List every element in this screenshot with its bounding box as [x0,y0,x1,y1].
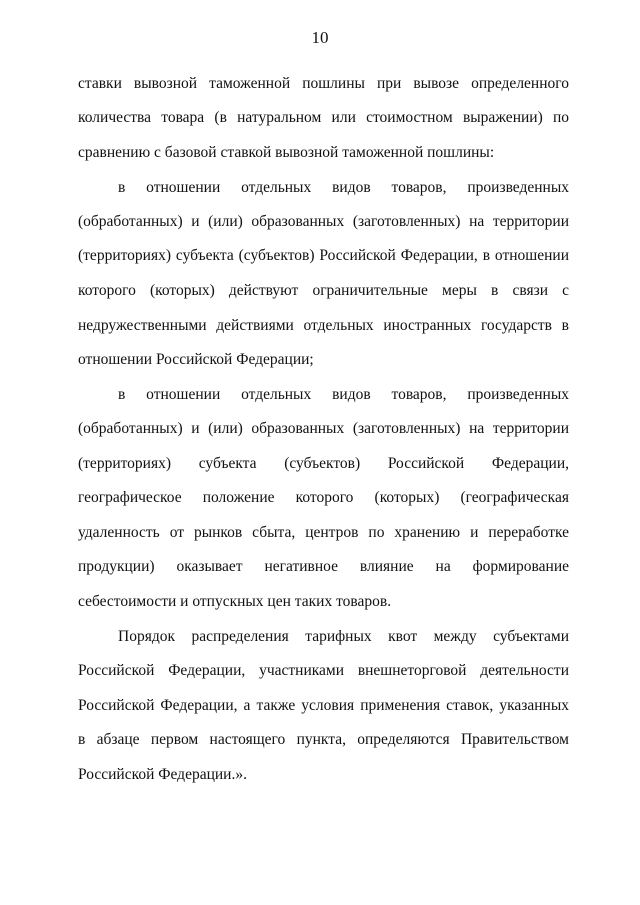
text-line: (обработанных) и (или) образованных (заготовленных) на территории [78,213,569,230]
text-line: удаленность от рынков сбыта, центров по хранению и переработке [78,524,569,541]
text-line: Российской Федерации, а также условия применения ставок, указанных [78,697,569,714]
text-line: отношении Российской Федерации; [78,351,314,368]
text-line: Российской Федерации, участниками внешнеторговой деятельности [78,662,569,679]
text-line: (территориях) субъекта (субъектов) Российской Федерации, в отношении [78,247,569,264]
text-line: количества товара (в натуральном или стоимостном выражении) по [78,109,569,126]
text-line: (обработанных) и (или) образованных (заготовленных) на территории [78,420,569,437]
text-line: недружественными действиями отдельных иностранных государств в [78,317,569,334]
text-line: продукции) оказывает негативное влияние на формирование [78,558,569,575]
text-line: в отношении отдельных видов товаров, произведенных [118,179,569,196]
text-line: Порядок распределения тарифных квот между субъектами [118,628,569,645]
page-number: 10 [311,28,329,47]
text-line: сравнению с базовой ставкой вывозной таможенной пошлины: [78,144,495,161]
text-line: географическое положение которого (которых) (географическая [78,489,569,506]
text-line: ставки вывозной таможенной пошлины при вывозе определенного [78,75,569,92]
text-line: Российской Федерации.». [78,766,247,783]
text-line: которого (которых) действуют ограничительные меры в связи с [78,282,569,299]
text-line: (территориях) субъекта (субъектов) Российской Федерации, [78,455,569,472]
text-line: в отношении отдельных видов товаров, произведенных [118,386,569,403]
text-line: себестоимости и отпускных цен таких товаров. [78,593,392,610]
text-line: в абзаце первом настоящего пункта, определяются Правительством [78,731,569,748]
